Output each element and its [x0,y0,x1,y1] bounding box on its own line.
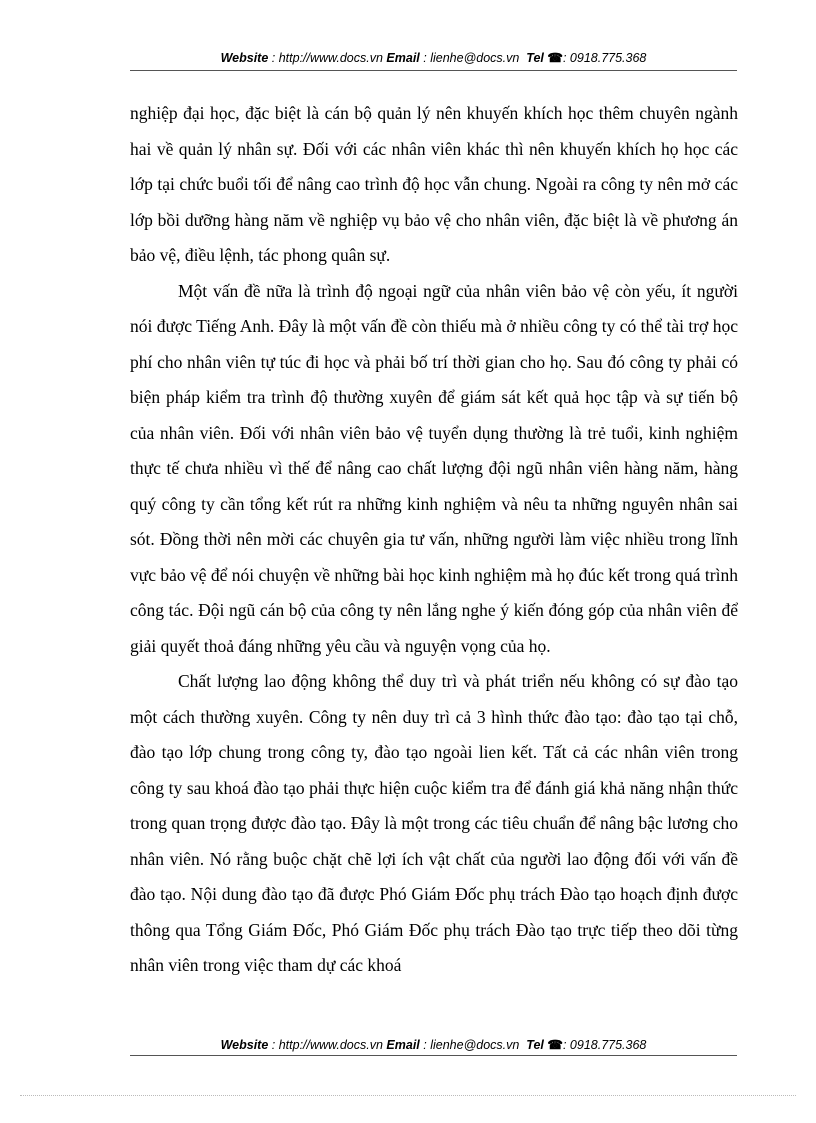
footer-tel-sep: : [562,1038,570,1052]
header-website-label: Website [220,51,269,65]
page-footer [130,1037,737,1053]
footer-email-label: Email [386,1038,420,1052]
paragraph-1: nghiệp đại học, đặc biệt là cán bộ quản lý nên khuyến khích học thêm chuyên ngành hai về quản lý nhân sự. Đối với các nhân viên khác thì nên khuyến khích họ học các lớp tại chức buổi tối để nâng cao trình độ học vẫn chung. Ngoài ra công ty nên mở các lớp bồi dưỡng hàng năm về nghiệp vụ bảo vệ cho nhân viên, đặc biệt là về phương án bảo vệ, điều lệnh, tác phong quân sự. [130,103,738,265]
footer-divider [130,1055,737,1056]
page-boundary [20,1095,796,1096]
footer-website-url[interactable]: http://www.docs.vn [278,1038,383,1052]
footer-website-label: Website [220,1038,269,1052]
page-header [130,50,737,66]
paragraph-2: Một vấn đề nữa là trình độ ngoại ngữ của nhân viên bảo vệ còn yếu, ít người nói được Tiếng Anh. Đây là một vấn đề còn thiếu mà ở nhiều công ty có thể tài trợ học phí cho nhân viên tự túc đi học và phải bố trí thời gian cho họ. Sau đó công ty phải có biện pháp kiểm tra trình độ thường xuyên để giám sát kết quả học tập và sự tiến bộ của nhân viên. Đối với nhân viên bảo vệ tuyển dụng thường là trẻ tuổi, kinh nghiệm thực tế chưa nhiều vì thế để nâng cao chất lượng đội ngũ nhân viên hàng năm, hàng quý công ty cần tổng kết rút ra những kinh nghiệm và nêu ta những nguyên nhân sai sót. Đồng thời nên mời các chuyên gia tư vấn, những người làm việc nhiều trong lĩnh vực bảo vệ để nói chuyện về những bài học kinh nghiệm mà họ đúc kết trong quá trình công tác. Đội ngũ cán bộ của công ty nên lắng nghe ý kiến đóng góp của nhân viên để giải quyết thoả đáng những yêu cầu và nguyện vọng của họ. [130,280,738,656]
header-website-sep: : [268,51,279,65]
header-website-url[interactable]: http://www.docs.vn [278,51,383,65]
footer-email-value[interactable]: lienhe@docs.vn [430,1038,520,1052]
phone-icon: ☎ [547,1038,563,1052]
header-tel-value: 0918.775.368 [569,51,647,65]
footer-tel-value: 0918.775.368 [569,1038,647,1052]
footer-tel-label: Tel [526,1038,544,1052]
header-tel-label: Tel [526,51,544,65]
header-tel-sep: : [562,51,570,65]
header-divider [130,70,737,71]
document-body [130,96,738,984]
paragraph-3: Chất lượng lao động không thể duy trì và phát triển nếu không có sự đào tạo một cách thường xuyên. Công ty nên duy trì cả 3 hình thức đào tạo: đào tạo tại chỗ, đào tạo lớp chung trong công ty, đào tạo ngoài lien kết. Tất cả các nhân viên trong công ty sau khoá đào tạo phải thực hiện cuộc kiểm tra để đánh giá khả năng nhận thức trong quan trọng được đào tạo. Đây là một trong các tiêu chuẩn để nâng bậc lương cho nhân viên. Nó rằng buộc chặt chẽ lợi ích vật chất của người lao động đối với vấn đề đào tạo. Nội dung đào tạo đã được Phó Giám Đốc phụ trách Đào tạo hoạch định được thông qua Tổng Giám Đốc, Phó Giám Đốc phụ trách Đào tạo trực tiếp theo dõi từng nhân viên trong việc tham dự các khoá [130,671,738,975]
header-email-label: Email [386,51,420,65]
footer-website-sep: : [268,1038,279,1052]
header-email-value[interactable]: lienhe@docs.vn [430,51,520,65]
header-email-sep: : [419,51,431,65]
footer-email-sep: : [419,1038,431,1052]
phone-icon: ☎ [547,51,563,65]
